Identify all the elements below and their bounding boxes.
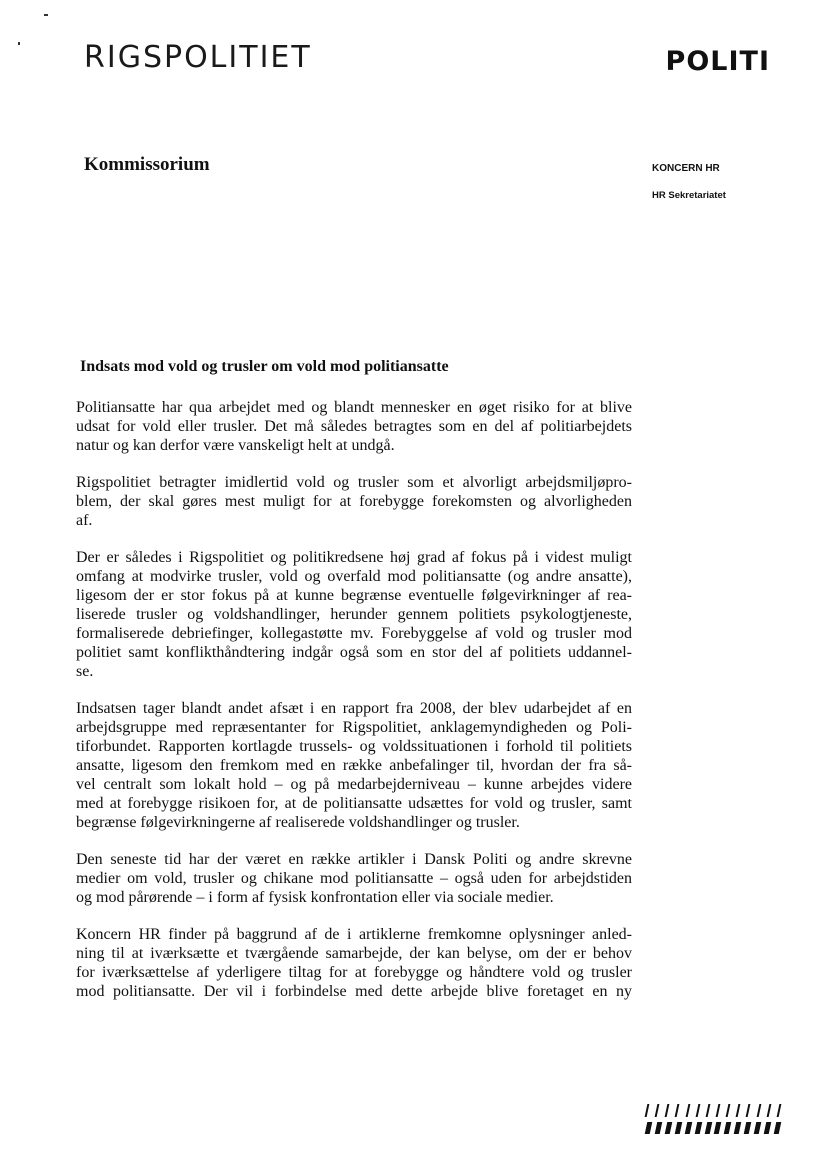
- text-line: arbejdsgruppe med repræsentanter for Rigspolitiet, anklagemyndigheden og Poli-: [76, 719, 632, 736]
- politi-logo: POLITI: [665, 46, 770, 77]
- paragraph: [76, 548, 632, 681]
- text-line: og mod pårørende – i form af fysisk konfrontation eller via sociale medier.: [76, 889, 554, 906]
- document-title: Kommissorium: [84, 154, 210, 175]
- text-line: Den seneste tid har der været en række artikler i Dansk Politi og andre skrevne: [76, 851, 632, 868]
- text-line: omfang at modvirke trusler, vold og overfald mod politiansatte (og andre ansatte),: [76, 568, 632, 585]
- subject-heading: Indsats mod vold og trusler om vold mod politiansatte: [80, 358, 449, 375]
- text-line: ansatte, ligesom den fremkom med en række anbefalinger til, hvordan der fra så-: [76, 757, 632, 774]
- department-label: KONCERN HR: [652, 163, 720, 174]
- text-line: politiet samt konflikthåndtering indgår også som en stor del af politiets uddannel-: [76, 644, 632, 661]
- text-line: Koncern HR finder på baggrund af de i artiklerne fremkomne oplysninger anled-: [76, 926, 632, 943]
- text-line: med at forebygge risikoen for, at de politiansatte udsættes for vold og trusler, samt: [76, 795, 632, 812]
- text-line: Politiansatte har qua arbejdet med og blandt mennesker en øget risiko for at blive: [76, 399, 632, 416]
- stripe-row-bold: [646, 1122, 780, 1135]
- text-line: vel centralt som lokalt hold – og på medarbejderniveau – kunne arbejdes videre: [76, 776, 632, 793]
- text-line: natur og kan derfor være vanskeligt helt at undgå.: [76, 437, 395, 454]
- paragraph: [76, 925, 632, 1001]
- text-line: tiforbundet. Rapporten kortlagde trussels- og voldssituationen i forhold til politiets: [76, 738, 632, 755]
- text-line: ligesom der er stor fokus på at kunne begrænse eventuelle følgevirkninger af rea-: [76, 587, 632, 604]
- stripe-row-thin: [646, 1104, 780, 1117]
- text-line: se.: [76, 663, 94, 680]
- unit-label: HR Sekretariatet: [652, 190, 726, 201]
- text-line: udsat for vold eller trusler. Det må således betragtes som en del af politiarbejdets: [76, 418, 632, 435]
- paragraph: [76, 398, 632, 455]
- paragraph: [76, 473, 632, 530]
- text-line: liserede trusler og voldshandlinger, herunder gennem politiets psykologtjeneste,: [76, 606, 632, 623]
- text-line: for iværksættelse af yderligere tiltag for at forebygge og håndtere vold og trusler: [76, 964, 632, 981]
- text-line: formaliserede debriefinger, kollegastøtte mv. Forebyggelse af vold og trusler mod: [76, 625, 632, 642]
- text-line: Der er således i Rigspolitiet og politikredsene høj grad af fokus på i videst muligt: [76, 549, 632, 566]
- scan-mark: [44, 14, 48, 16]
- text-line: mod politiansatte. Der vil i forbindelse med dette arbejde blive foretaget en ny: [76, 983, 632, 1000]
- police-stripe-emblem: [646, 1104, 780, 1134]
- text-line: Indsatsen tager blandt andet afsæt i en rapport fra 2008, der blev udarbejdet af en: [76, 700, 632, 717]
- text-line: af.: [76, 512, 93, 529]
- text-line: blem, der skal gøres mest muligt for at forebygge forekomsten og alvorligheden: [76, 493, 632, 510]
- text-line: ning til at iværksætte et tværgående samarbejde, der kan belyse, om der er behov: [76, 945, 632, 962]
- text-line: begrænse følgevirkningerne af realiserede voldshandlinger og trusler.: [76, 814, 520, 831]
- text-line: Rigspolitiet betragter imidlertid vold og trusler som et alvorligt arbejdsmiljøpro-: [76, 474, 632, 491]
- paragraph: [76, 699, 632, 832]
- text-line: medier om vold, trusler og chikane mod politiansatte – også uden for arbejdstiden: [76, 870, 632, 887]
- paragraph: [76, 850, 632, 907]
- body-text: [76, 398, 632, 1019]
- scan-mark: [18, 42, 20, 45]
- organization-name: RIGSPOLITIET: [84, 40, 312, 75]
